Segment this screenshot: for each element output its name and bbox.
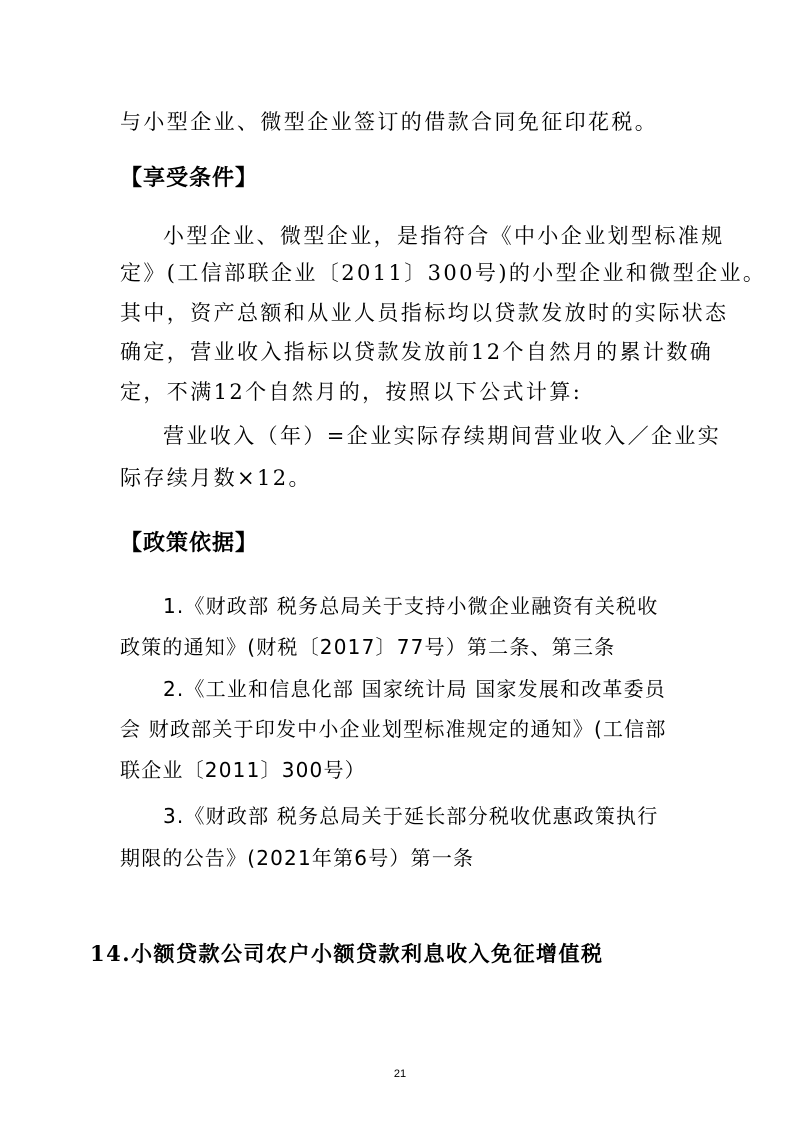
conditions-line: 定，不满12个自然月的，按照以下公式计算:: [120, 380, 583, 404]
basis-item-line: 联企业〔2011〕300号）: [120, 758, 366, 782]
basis-item-line: 3.《财政部 税务总局关于延长部分税收优惠政策执行: [163, 804, 659, 828]
basis-item-line: 会 财政部关于印发中小企业划型标准规定的通知》(工信部: [120, 717, 667, 741]
next-section-title: 14.小额贷款公司农户小额贷款利息收入免征增值税: [90, 941, 604, 966]
conditions-line: 小型企业、微型企业，是指符合《中小企业划型标准规: [163, 224, 725, 248]
formula-line: 营业收入（年）=企业实际存续期间营业收入／企业实: [163, 424, 722, 448]
basis-item-line: 政策的通知》(财税〔2017〕77号）第二条、第三条: [120, 635, 616, 659]
basis-item-line: 期限的公告》(2021年第6号）第一条: [120, 846, 475, 870]
basis-heading: 【政策依据】: [120, 531, 259, 556]
basis-item-line: 1.《财政部 税务总局关于支持小微企业融资有关税收: [163, 594, 659, 618]
formula-line: 际存续月数×12。: [120, 466, 312, 490]
conditions-line: 确定，营业收入指标以贷款发放前12个自然月的累计数确: [120, 340, 714, 364]
basis-item-line: 2.《工业和信息化部 国家统计局 国家发展和改革委员: [163, 677, 666, 701]
page-number: 21: [393, 1068, 407, 1080]
conditions-line: 其中，资产总额和从业人员指标均以贷款发放时的实际状态: [120, 301, 729, 325]
conditions-line: 定》(工信部联企业〔2011〕300号)的小型企业和微型企业。: [120, 261, 767, 285]
intro-line: 与小型企业、微型企业签订的借款合同免征印花税。: [120, 110, 659, 134]
conditions-heading: 【享受条件】: [120, 166, 259, 191]
